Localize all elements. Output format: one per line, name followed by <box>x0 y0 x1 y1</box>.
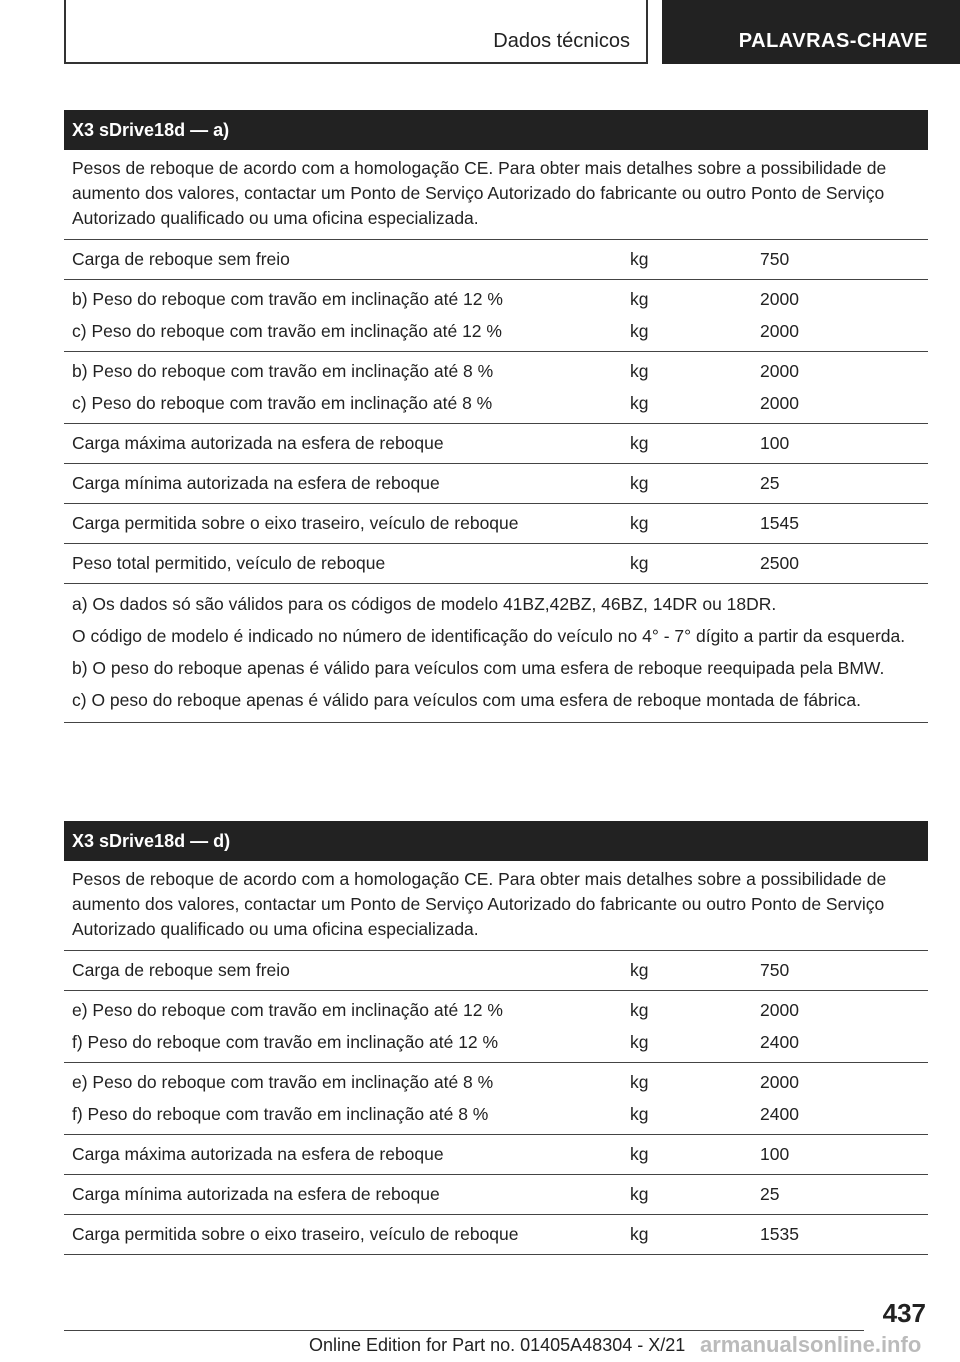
row-value: 25 <box>760 473 780 493</box>
row-value: 2000 <box>760 289 799 309</box>
table-row <box>64 504 928 544</box>
header-section-box <box>64 0 648 64</box>
row-unit: kg <box>630 433 649 453</box>
table-title: X3 sDrive18d — d) <box>64 821 928 861</box>
footer-divider <box>64 1330 864 1331</box>
row-label: Carga permitida sobre o eixo traseiro, veículo de reboque <box>72 1224 519 1244</box>
table-x3-sdrive18d-d <box>64 821 928 1255</box>
row-value: 1545 <box>760 513 799 533</box>
row-value: 2000 <box>760 321 799 341</box>
row-unit: kg <box>630 1144 649 1164</box>
watermark: armanualsonline.info <box>700 1332 922 1357</box>
footnote: b) O peso do reboque apenas é válido para veículos com uma esfera de reboque reequipada pela BMW. <box>72 658 885 678</box>
row-unit: kg <box>630 361 649 381</box>
row-label: Carga máxima autorizada na esfera de reboque <box>72 1144 444 1164</box>
table-intro: Pesos de reboque de acordo com a homologação CE. Para obter mais detalhes sobre a possibilidade de aumento dos valores, contactar um Ponto de Serviço Autorizado do fabricante ou outro Ponto de Serviço Autorizado qualificado ou uma oficina especializada. <box>64 861 928 951</box>
row-unit: kg <box>630 1184 649 1204</box>
table-title: X3 sDrive18d — a) <box>64 110 928 150</box>
row-label: Carga de reboque sem freio <box>72 249 290 269</box>
row-value: 100 <box>760 433 790 453</box>
row-label: c) Peso do reboque com travão em inclinação até 8 % <box>72 393 493 413</box>
row-label: b) Peso do reboque com travão em inclinação até 8 % <box>72 361 494 381</box>
row-value: 25 <box>760 1184 780 1204</box>
row-unit: kg <box>630 249 649 269</box>
row-label: f) Peso do reboque com travão em inclinação até 8 % <box>72 1104 489 1124</box>
row-label: e) Peso do reboque com travão em inclinação até 12 % <box>72 1000 503 1020</box>
table-row <box>64 951 928 991</box>
footnote: O código de modelo é indicado no número de identificação do veículo no 4° - 7° dígito a partir da esquerda. <box>72 626 906 646</box>
row-unit: kg <box>630 1072 649 1092</box>
row-value: 2000 <box>760 1000 799 1020</box>
section-title: Dados técnicos <box>493 30 630 52</box>
row-value: 100 <box>760 1144 790 1164</box>
footer-edition: Online Edition for Part no. 01405A48304 - X/21 <box>309 1335 686 1355</box>
row-value: 2000 <box>760 1072 799 1092</box>
footnote: a) Os dados só são válidos para os códigos de modelo 41BZ,42BZ, 46BZ, 14DR ou 18DR. <box>72 594 777 614</box>
row-label: f) Peso do reboque com travão em inclinação até 12 % <box>72 1032 499 1052</box>
row-unit: kg <box>630 513 649 533</box>
table-row <box>64 1175 928 1215</box>
row-unit: kg <box>630 473 649 493</box>
row-value: 2000 <box>760 393 799 413</box>
page-number: 437 <box>882 1298 926 1328</box>
table-row <box>64 240 928 280</box>
row-value: 750 <box>760 960 790 980</box>
row-value: 2400 <box>760 1032 799 1052</box>
footnote: c) O peso do reboque apenas é válido para veículos com uma esfera de reboque montada de fábrica. <box>72 690 861 710</box>
table-row <box>64 424 928 464</box>
row-unit: kg <box>630 393 649 413</box>
row-label: Carga mínima autorizada na esfera de reboque <box>72 1184 440 1204</box>
keywords-tab[interactable]: PALAVRAS-CHAVE <box>662 0 960 64</box>
row-unit: kg <box>630 1224 649 1244</box>
table-intro: Pesos de reboque de acordo com a homologação CE. Para obter mais detalhes sobre a possibilidade de aumento dos valores, contactar um Ponto de Serviço Autorizado do fabricante ou outro Ponto de Serviço Autorizado qualificado ou uma oficina especializada. <box>64 150 928 240</box>
table-row <box>64 352 928 424</box>
table-row <box>64 1135 928 1175</box>
row-label: e) Peso do reboque com travão em inclinação até 8 % <box>72 1072 494 1092</box>
table-row <box>64 1215 928 1255</box>
row-unit: kg <box>630 1104 649 1124</box>
row-label: Carga mínima autorizada na esfera de reboque <box>72 473 440 493</box>
row-label: c) Peso do reboque com travão em inclinação até 12 % <box>72 321 502 341</box>
table-x3-sdrive18d-a <box>64 110 928 723</box>
row-value: 2500 <box>760 553 799 573</box>
row-unit: kg <box>630 553 649 573</box>
row-unit: kg <box>630 960 649 980</box>
table-row <box>64 544 928 584</box>
row-unit: kg <box>630 321 649 341</box>
row-label: Carga máxima autorizada na esfera de reboque <box>72 433 444 453</box>
table-row <box>64 1063 928 1135</box>
row-value: 2000 <box>760 361 799 381</box>
row-value: 750 <box>760 249 790 269</box>
row-value: 2400 <box>760 1104 799 1124</box>
row-label: Peso total permitido, veículo de reboque <box>72 553 386 573</box>
row-label: Carga permitida sobre o eixo traseiro, veículo de reboque <box>72 513 519 533</box>
table-row <box>64 991 928 1063</box>
row-label: b) Peso do reboque com travão em inclinação até 12 % <box>72 289 503 309</box>
table-row <box>64 464 928 504</box>
row-unit: kg <box>630 1000 649 1020</box>
table-row <box>64 280 928 352</box>
row-unit: kg <box>630 1032 649 1052</box>
table-footnotes <box>64 584 928 723</box>
row-value: 1535 <box>760 1224 799 1244</box>
row-unit: kg <box>630 289 649 309</box>
row-label: Carga de reboque sem freio <box>72 960 290 980</box>
